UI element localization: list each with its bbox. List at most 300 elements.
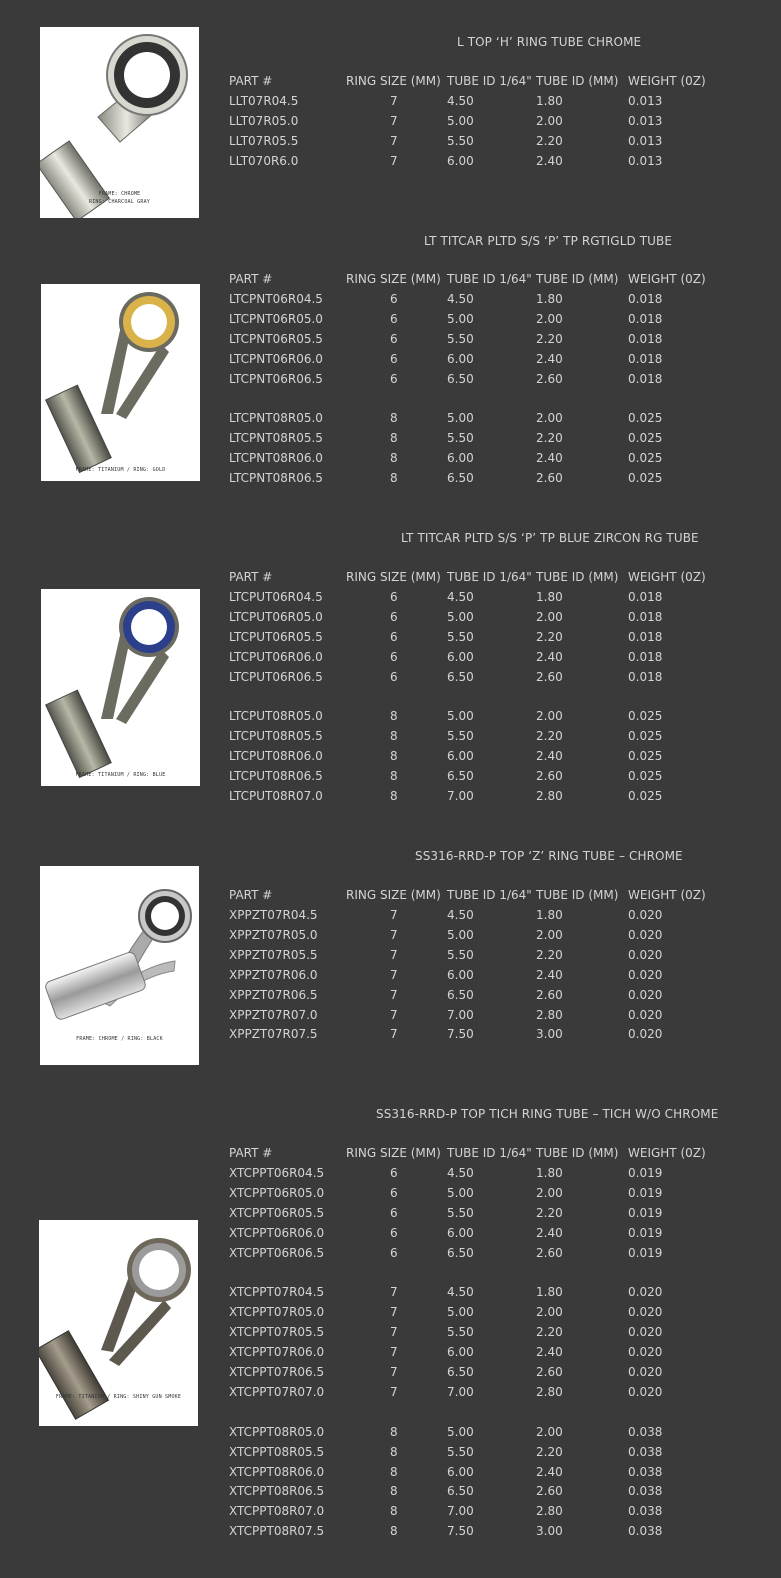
table-header <box>0 269 781 289</box>
tube-id-mm-cell: 2.60 <box>536 987 563 1002</box>
part-number-cell: LTCPUT06R05.5 <box>229 629 323 644</box>
tube-id-mm-cell: 2.60 <box>536 371 563 386</box>
section-title: LT TITCAR PLTD S/S ‘P’ TP RGTIGLD TUBE <box>424 234 673 248</box>
ring-size-cell: 8 <box>390 1464 398 1479</box>
part-number-cell: XPPZT07R06.0 <box>229 967 318 982</box>
weight-cell: 0.020 <box>628 967 663 982</box>
weight-cell: 0.019 <box>628 1245 663 1260</box>
tube-id-64-cell: 5.00 <box>447 411 474 426</box>
tube-id-64-cell: 6.00 <box>447 1345 474 1360</box>
part-number-cell: XPPZT07R07.5 <box>229 1027 318 1042</box>
table-row <box>0 1163 781 1183</box>
part-number-cell: LLT07R04.5 <box>229 94 299 108</box>
tube-id-mm-cell: 2.20 <box>536 1325 563 1340</box>
table-row <box>0 607 781 627</box>
header-part: PART # <box>229 1146 273 1160</box>
ring-size-cell: 6 <box>390 371 398 386</box>
tube-id-mm-cell: 1.80 <box>536 1285 563 1300</box>
table-row <box>0 1243 781 1263</box>
part-number-cell: XTCPPT08R05.5 <box>229 1444 325 1459</box>
part-number-cell: XTCPPT07R07.0 <box>229 1384 325 1399</box>
tube-id-mm-cell: 1.80 <box>536 590 563 604</box>
ring-size-cell: 6 <box>390 351 398 366</box>
tube-id-64-cell: 6.50 <box>447 1245 474 1260</box>
table-row <box>0 1422 781 1442</box>
table-row <box>0 1521 781 1541</box>
table-row <box>0 627 781 647</box>
tube-id-mm-cell: 2.20 <box>536 729 563 744</box>
part-number-cell: LTCPNT06R06.5 <box>229 371 323 386</box>
ring-size-cell: 7 <box>390 908 398 922</box>
tube-id-64-cell: 6.50 <box>447 1484 474 1499</box>
tube-id-64-cell: 6.00 <box>447 1464 474 1479</box>
weight-cell: 0.018 <box>628 292 663 306</box>
part-number-cell: LTCPUT08R05.5 <box>229 729 323 744</box>
table-row <box>0 1462 781 1482</box>
weight-cell: 0.019 <box>628 1205 663 1220</box>
tube-id-64-cell: 5.50 <box>447 729 474 744</box>
table-row <box>0 111 781 131</box>
tube-id-mm-cell: 3.00 <box>536 1524 563 1539</box>
tube-id-mm-cell: 2.40 <box>536 1464 563 1479</box>
table-row <box>0 1223 781 1243</box>
tube-id-64-cell: 6.00 <box>447 153 474 168</box>
tube-id-64-cell: 5.00 <box>447 609 474 624</box>
weight-cell: 0.038 <box>628 1424 663 1439</box>
table-row <box>0 786 781 806</box>
part-number-cell: LTCPUT08R07.0 <box>229 789 323 803</box>
ring-size-cell: 8 <box>390 1524 398 1539</box>
tube-id-mm-cell: 2.40 <box>536 1225 563 1240</box>
weight-cell: 0.038 <box>628 1484 663 1499</box>
table-header <box>0 567 781 587</box>
header-tube-id-mm: TUBE ID (MM) <box>536 1146 619 1160</box>
header-ring-size: RING SIZE (MM) <box>346 570 441 584</box>
header-weight: WEIGHT (0Z) <box>628 272 706 286</box>
ring-size-cell: 6 <box>390 1245 398 1260</box>
tube-id-mm-cell: 2.60 <box>536 669 563 684</box>
table-row <box>0 1302 781 1322</box>
tube-id-mm-cell: 2.00 <box>536 609 563 624</box>
tube-id-mm-cell: 1.80 <box>536 292 563 306</box>
weight-cell: 0.020 <box>628 1345 663 1360</box>
tube-id-mm-cell: 2.00 <box>536 311 563 326</box>
weight-cell: 0.019 <box>628 1225 663 1240</box>
table-row <box>0 945 781 965</box>
weight-cell: 0.020 <box>628 1365 663 1379</box>
header-ring-size: RING SIZE (MM) <box>346 1146 441 1160</box>
part-number-cell: LLT07R05.0 <box>229 113 299 128</box>
tube-id-mm-cell: 1.80 <box>536 1166 563 1180</box>
header-tube-id-64: TUBE ID 1/64" <box>447 570 532 584</box>
tube-id-64-cell: 7.00 <box>447 1504 474 1519</box>
table-row <box>0 1322 781 1342</box>
weight-cell: 0.038 <box>628 1504 663 1519</box>
ring-size-cell: 6 <box>390 1166 398 1180</box>
tube-id-mm-cell: 2.40 <box>536 153 563 168</box>
tube-id-mm-cell: 1.80 <box>536 908 563 922</box>
table-row <box>0 667 781 687</box>
tube-id-64-cell: 4.50 <box>447 292 474 306</box>
table-row <box>0 448 781 468</box>
ring-size-cell: 7 <box>390 1365 398 1379</box>
tube-id-mm-cell: 2.80 <box>536 789 563 803</box>
weight-cell: 0.020 <box>628 1325 663 1340</box>
part-number-cell: XPPZT07R06.5 <box>229 987 318 1002</box>
tube-id-64-cell: 6.00 <box>447 649 474 664</box>
tube-id-64-cell: 4.50 <box>447 590 474 604</box>
header-ring-size: RING SIZE (MM) <box>346 74 441 88</box>
weight-cell: 0.013 <box>628 94 663 108</box>
tube-id-mm-cell: 2.00 <box>536 1305 563 1320</box>
part-number-cell: LTCPUT06R06.0 <box>229 649 323 664</box>
tube-id-64-cell: 5.50 <box>447 133 474 148</box>
table-row <box>0 925 781 945</box>
part-number-cell: XTCPPT07R04.5 <box>229 1285 325 1300</box>
table-row <box>0 131 781 151</box>
weight-cell: 0.018 <box>628 351 663 366</box>
ring-size-cell: 7 <box>390 1027 398 1042</box>
weight-cell: 0.013 <box>628 153 663 168</box>
ring-size-cell: 8 <box>390 749 398 764</box>
table-row <box>0 1024 781 1044</box>
ring-size-cell: 7 <box>390 94 398 108</box>
image-caption-line1: FRAME: CHROME <box>98 191 141 197</box>
part-number-cell: XTCPPT06R04.5 <box>229 1166 325 1180</box>
tube-id-mm-cell: 2.20 <box>536 431 563 446</box>
part-number-cell: LLT070R6.0 <box>229 153 299 168</box>
tube-id-64-cell: 4.50 <box>447 1285 474 1300</box>
weight-cell: 0.018 <box>628 331 663 346</box>
tube-id-64-cell: 7.50 <box>447 1524 474 1539</box>
ring-size-cell: 8 <box>390 411 398 426</box>
table-row <box>0 1501 781 1521</box>
ring-size-cell: 7 <box>390 967 398 982</box>
ring-size-cell: 8 <box>390 1444 398 1459</box>
image-caption-line2: RING: CHARCOAL GRAY <box>89 199 150 205</box>
weight-cell: 0.025 <box>628 431 663 446</box>
ring-size-cell: 7 <box>390 1345 398 1360</box>
weight-cell: 0.019 <box>628 1166 663 1180</box>
tube-id-mm-cell: 2.00 <box>536 709 563 724</box>
weight-cell: 0.018 <box>628 311 663 326</box>
part-number-cell: LTCPNT06R05.0 <box>229 311 323 326</box>
tube-id-mm-cell: 2.00 <box>536 1185 563 1200</box>
header-tube-id-mm: TUBE ID (MM) <box>536 888 619 902</box>
part-number-cell: LLT07R05.5 <box>229 133 299 148</box>
part-number-cell: XPPZT07R05.5 <box>229 947 318 962</box>
table-row <box>0 1442 781 1462</box>
tube-id-mm-cell: 2.40 <box>536 649 563 664</box>
ring-size-cell: 8 <box>390 789 398 803</box>
ring-size-cell: 6 <box>390 1185 398 1200</box>
weight-cell: 0.020 <box>628 987 663 1002</box>
table-header <box>0 885 781 905</box>
table-row <box>0 428 781 448</box>
table-row <box>0 408 781 428</box>
tube-id-64-cell: 7.00 <box>447 789 474 803</box>
part-number-cell: XTCPPT06R06.5 <box>229 1245 325 1260</box>
ring-size-cell: 8 <box>390 1504 398 1519</box>
part-number-cell: XTCPPT06R05.0 <box>229 1185 325 1200</box>
header-tube-id-mm: TUBE ID (MM) <box>536 570 619 584</box>
weight-cell: 0.020 <box>628 1384 663 1399</box>
ring-size-cell: 6 <box>390 649 398 664</box>
tube-id-mm-cell: 2.60 <box>536 1365 563 1379</box>
header-part: PART # <box>229 888 273 902</box>
section-title: SS316-RRD-P TOP ‘Z’ RING TUBE – CHROME <box>415 849 683 863</box>
tube-id-mm-cell: 2.80 <box>536 1384 563 1399</box>
tube-id-mm-cell: 2.00 <box>536 113 563 128</box>
tube-id-mm-cell: 3.00 <box>536 1027 563 1042</box>
part-number-cell: LTCPUT06R04.5 <box>229 590 323 604</box>
ring-size-cell: 8 <box>390 471 398 486</box>
ring-size-cell: 6 <box>390 669 398 684</box>
tube-id-64-cell: 6.00 <box>447 967 474 982</box>
tube-id-mm-cell: 1.80 <box>536 94 563 108</box>
ring-size-cell: 8 <box>390 1484 398 1499</box>
ring-size-cell: 7 <box>390 1325 398 1340</box>
part-number-cell: LTCPUT08R06.5 <box>229 769 323 784</box>
part-number-cell: LTCPNT08R06.0 <box>229 451 323 466</box>
tube-id-64-cell: 7.00 <box>447 1384 474 1399</box>
part-number-cell: LTCPNT08R06.5 <box>229 471 323 486</box>
ring-size-cell: 6 <box>390 331 398 346</box>
tube-id-mm-cell: 2.00 <box>536 411 563 426</box>
tube-id-64-cell: 7.00 <box>447 1007 474 1022</box>
tube-id-mm-cell: 2.20 <box>536 629 563 644</box>
tube-id-64-cell: 6.50 <box>447 1365 474 1379</box>
tube-id-mm-cell: 2.20 <box>536 1444 563 1459</box>
weight-cell: 0.020 <box>628 1027 663 1042</box>
part-number-cell: XTCPPT08R06.5 <box>229 1484 325 1499</box>
tube-id-64-cell: 6.50 <box>447 769 474 784</box>
ring-size-cell: 7 <box>390 1384 398 1399</box>
image-caption-line1: FRAME: CHROME / RING: BLACK <box>76 1036 163 1042</box>
tube-id-64-cell: 5.50 <box>447 629 474 644</box>
table-row <box>0 369 781 389</box>
tube-id-mm-cell: 2.60 <box>536 1245 563 1260</box>
table-row <box>0 965 781 985</box>
tube-id-64-cell: 5.50 <box>447 947 474 962</box>
tube-id-64-cell: 5.00 <box>447 311 474 326</box>
part-number-cell: XTCPPT08R06.0 <box>229 1464 325 1479</box>
weight-cell: 0.013 <box>628 113 663 128</box>
header-tube-id-64: TUBE ID 1/64" <box>447 1146 532 1160</box>
ring-size-cell: 7 <box>390 987 398 1002</box>
weight-cell: 0.025 <box>628 411 663 426</box>
header-part: PART # <box>229 272 273 286</box>
table-row <box>0 1183 781 1203</box>
header-weight: WEIGHT (0Z) <box>628 888 706 902</box>
weight-cell: 0.020 <box>628 927 663 942</box>
tube-id-mm-cell: 2.20 <box>536 1205 563 1220</box>
table-row <box>0 309 781 329</box>
header-weight: WEIGHT (0Z) <box>628 74 706 88</box>
part-number-cell: XTCPPT08R07.5 <box>229 1524 325 1539</box>
header-weight: WEIGHT (0Z) <box>628 1146 706 1160</box>
tube-id-64-cell: 6.50 <box>447 987 474 1002</box>
ring-size-cell: 7 <box>390 153 398 168</box>
table-row <box>0 746 781 766</box>
table-header <box>0 71 781 91</box>
tube-id-64-cell: 5.50 <box>447 331 474 346</box>
part-number-cell: LTCPNT08R05.5 <box>229 431 323 446</box>
ring-size-cell: 7 <box>390 1285 398 1300</box>
ring-size-cell: 7 <box>390 1007 398 1022</box>
weight-cell: 0.013 <box>628 133 663 148</box>
ring-size-cell: 7 <box>390 113 398 128</box>
table-row <box>0 1342 781 1362</box>
header-part: PART # <box>229 570 273 584</box>
ring-size-cell: 8 <box>390 729 398 744</box>
table-row <box>0 1203 781 1223</box>
part-number-cell: LTCPUT08R06.0 <box>229 749 323 764</box>
image-caption-line1: FRAME: TITANIUM / RING: SHINY GUN SMOKE <box>55 1394 182 1400</box>
table-row <box>0 905 781 925</box>
header-tube-id-64: TUBE ID 1/64" <box>447 272 532 286</box>
part-number-cell: XTCPPT07R06.5 <box>229 1365 325 1379</box>
table-row <box>0 1005 781 1025</box>
table-row <box>0 349 781 369</box>
part-number-cell: LTCPUT06R06.5 <box>229 669 323 684</box>
weight-cell: 0.025 <box>628 709 663 724</box>
weight-cell: 0.020 <box>628 1007 663 1022</box>
section-title: SS316-RRD-P TOP TICH RING TUBE – TICH W/O CHROME <box>376 1107 719 1121</box>
ring-size-cell: 8 <box>390 451 398 466</box>
tube-id-64-cell: 6.50 <box>447 371 474 386</box>
image-caption-line1: FRAME: TITANIUM / RING: GOLD <box>75 467 166 473</box>
weight-cell: 0.020 <box>628 947 663 962</box>
weight-cell: 0.018 <box>628 590 663 604</box>
tube-id-mm-cell: 2.00 <box>536 927 563 942</box>
part-number-cell: XTCPPT07R05.5 <box>229 1325 325 1340</box>
weight-cell: 0.025 <box>628 769 663 784</box>
part-number-cell: XTCPPT06R06.0 <box>229 1225 325 1240</box>
tube-id-64-cell: 5.00 <box>447 1185 474 1200</box>
weight-cell: 0.025 <box>628 789 663 803</box>
header-tube-id-64: TUBE ID 1/64" <box>447 74 532 88</box>
weight-cell: 0.018 <box>628 669 663 684</box>
tube-id-64-cell: 6.00 <box>447 1225 474 1240</box>
table-row <box>0 1382 781 1402</box>
tube-id-64-cell: 5.00 <box>447 1305 474 1320</box>
header-ring-size: RING SIZE (MM) <box>346 888 441 902</box>
header-ring-size: RING SIZE (MM) <box>346 272 441 286</box>
tube-id-64-cell: 5.00 <box>447 113 474 128</box>
ring-size-cell: 6 <box>390 1225 398 1240</box>
tube-id-64-cell: 7.50 <box>447 1027 474 1042</box>
part-number-cell: XPPZT07R07.0 <box>229 1007 318 1022</box>
table-row <box>0 587 781 607</box>
part-number-cell: XTCPPT08R07.0 <box>229 1504 325 1519</box>
ring-size-cell: 8 <box>390 769 398 784</box>
header-tube-id-mm: TUBE ID (MM) <box>536 272 619 286</box>
part-number-cell: XPPZT07R05.0 <box>229 927 318 942</box>
ring-size-cell: 8 <box>390 431 398 446</box>
table-row <box>0 289 781 309</box>
weight-cell: 0.018 <box>628 371 663 386</box>
header-part: PART # <box>229 74 273 88</box>
part-number-cell: XTCPPT07R06.0 <box>229 1345 325 1360</box>
tube-id-64-cell: 4.50 <box>447 908 474 922</box>
ring-size-cell: 6 <box>390 292 398 306</box>
ring-size-cell: 8 <box>390 1424 398 1439</box>
part-number-cell: LTCPNT06R05.5 <box>229 331 323 346</box>
part-number-cell: XTCPPT07R05.0 <box>229 1305 325 1320</box>
weight-cell: 0.038 <box>628 1524 663 1539</box>
tube-id-64-cell: 5.50 <box>447 1205 474 1220</box>
part-number-cell: LTCPUT08R05.0 <box>229 709 323 724</box>
table-row <box>0 726 781 746</box>
weight-cell: 0.020 <box>628 1285 663 1300</box>
tube-id-mm-cell: 2.60 <box>536 471 563 486</box>
ring-size-cell: 7 <box>390 133 398 148</box>
part-number-cell: LTCPNT06R04.5 <box>229 292 323 306</box>
ring-size-cell: 6 <box>390 590 398 604</box>
tube-id-mm-cell: 2.20 <box>536 133 563 148</box>
tube-id-mm-cell: 2.40 <box>536 967 563 982</box>
tube-id-64-cell: 5.00 <box>447 927 474 942</box>
table-row <box>0 706 781 726</box>
tube-id-mm-cell: 2.40 <box>536 1345 563 1360</box>
tube-id-mm-cell: 2.60 <box>536 1484 563 1499</box>
table-row <box>0 647 781 667</box>
weight-cell: 0.025 <box>628 729 663 744</box>
table-row <box>0 1282 781 1302</box>
ring-size-cell: 7 <box>390 1305 398 1320</box>
tube-id-64-cell: 6.00 <box>447 351 474 366</box>
part-number-cell: XTCPPT06R05.5 <box>229 1205 325 1220</box>
ring-size-cell: 6 <box>390 311 398 326</box>
table-row <box>0 985 781 1005</box>
tube-id-64-cell: 6.00 <box>447 451 474 466</box>
tube-id-64-cell: 6.50 <box>447 471 474 486</box>
weight-cell: 0.025 <box>628 471 663 486</box>
tube-id-64-cell: 4.50 <box>447 94 474 108</box>
table-row <box>0 1481 781 1501</box>
part-number-cell: LTCPNT06R06.0 <box>229 351 323 366</box>
tube-id-mm-cell: 2.20 <box>536 331 563 346</box>
section-title: L TOP ‘H’ RING TUBE CHROME <box>457 35 642 49</box>
part-number-cell: XTCPPT08R05.0 <box>229 1424 325 1439</box>
weight-cell: 0.019 <box>628 1185 663 1200</box>
tube-id-mm-cell: 2.80 <box>536 1504 563 1519</box>
weight-cell: 0.025 <box>628 451 663 466</box>
table-header <box>0 1143 781 1163</box>
header-tube-id-mm: TUBE ID (MM) <box>536 74 619 88</box>
weight-cell: 0.020 <box>628 1305 663 1320</box>
table-row <box>0 766 781 786</box>
ring-size-cell: 6 <box>390 1205 398 1220</box>
image-caption-line1: FRAME: TITANIUM / RING: BLUE <box>75 772 166 778</box>
ring-size-cell: 7 <box>390 927 398 942</box>
table-row <box>0 1362 781 1382</box>
table-row <box>0 151 781 171</box>
ring-size-cell: 6 <box>390 609 398 624</box>
ring-size-cell: 7 <box>390 947 398 962</box>
tube-id-64-cell: 5.50 <box>447 1444 474 1459</box>
tube-id-64-cell: 6.50 <box>447 669 474 684</box>
tube-id-64-cell: 5.00 <box>447 709 474 724</box>
table-row <box>0 468 781 488</box>
header-tube-id-64: TUBE ID 1/64" <box>447 888 532 902</box>
part-number-cell: LTCPUT06R05.0 <box>229 609 323 624</box>
tube-id-64-cell: 6.00 <box>447 749 474 764</box>
part-number-cell: LTCPNT08R05.0 <box>229 411 323 426</box>
tube-id-mm-cell: 2.40 <box>536 451 563 466</box>
table-row <box>0 91 781 111</box>
